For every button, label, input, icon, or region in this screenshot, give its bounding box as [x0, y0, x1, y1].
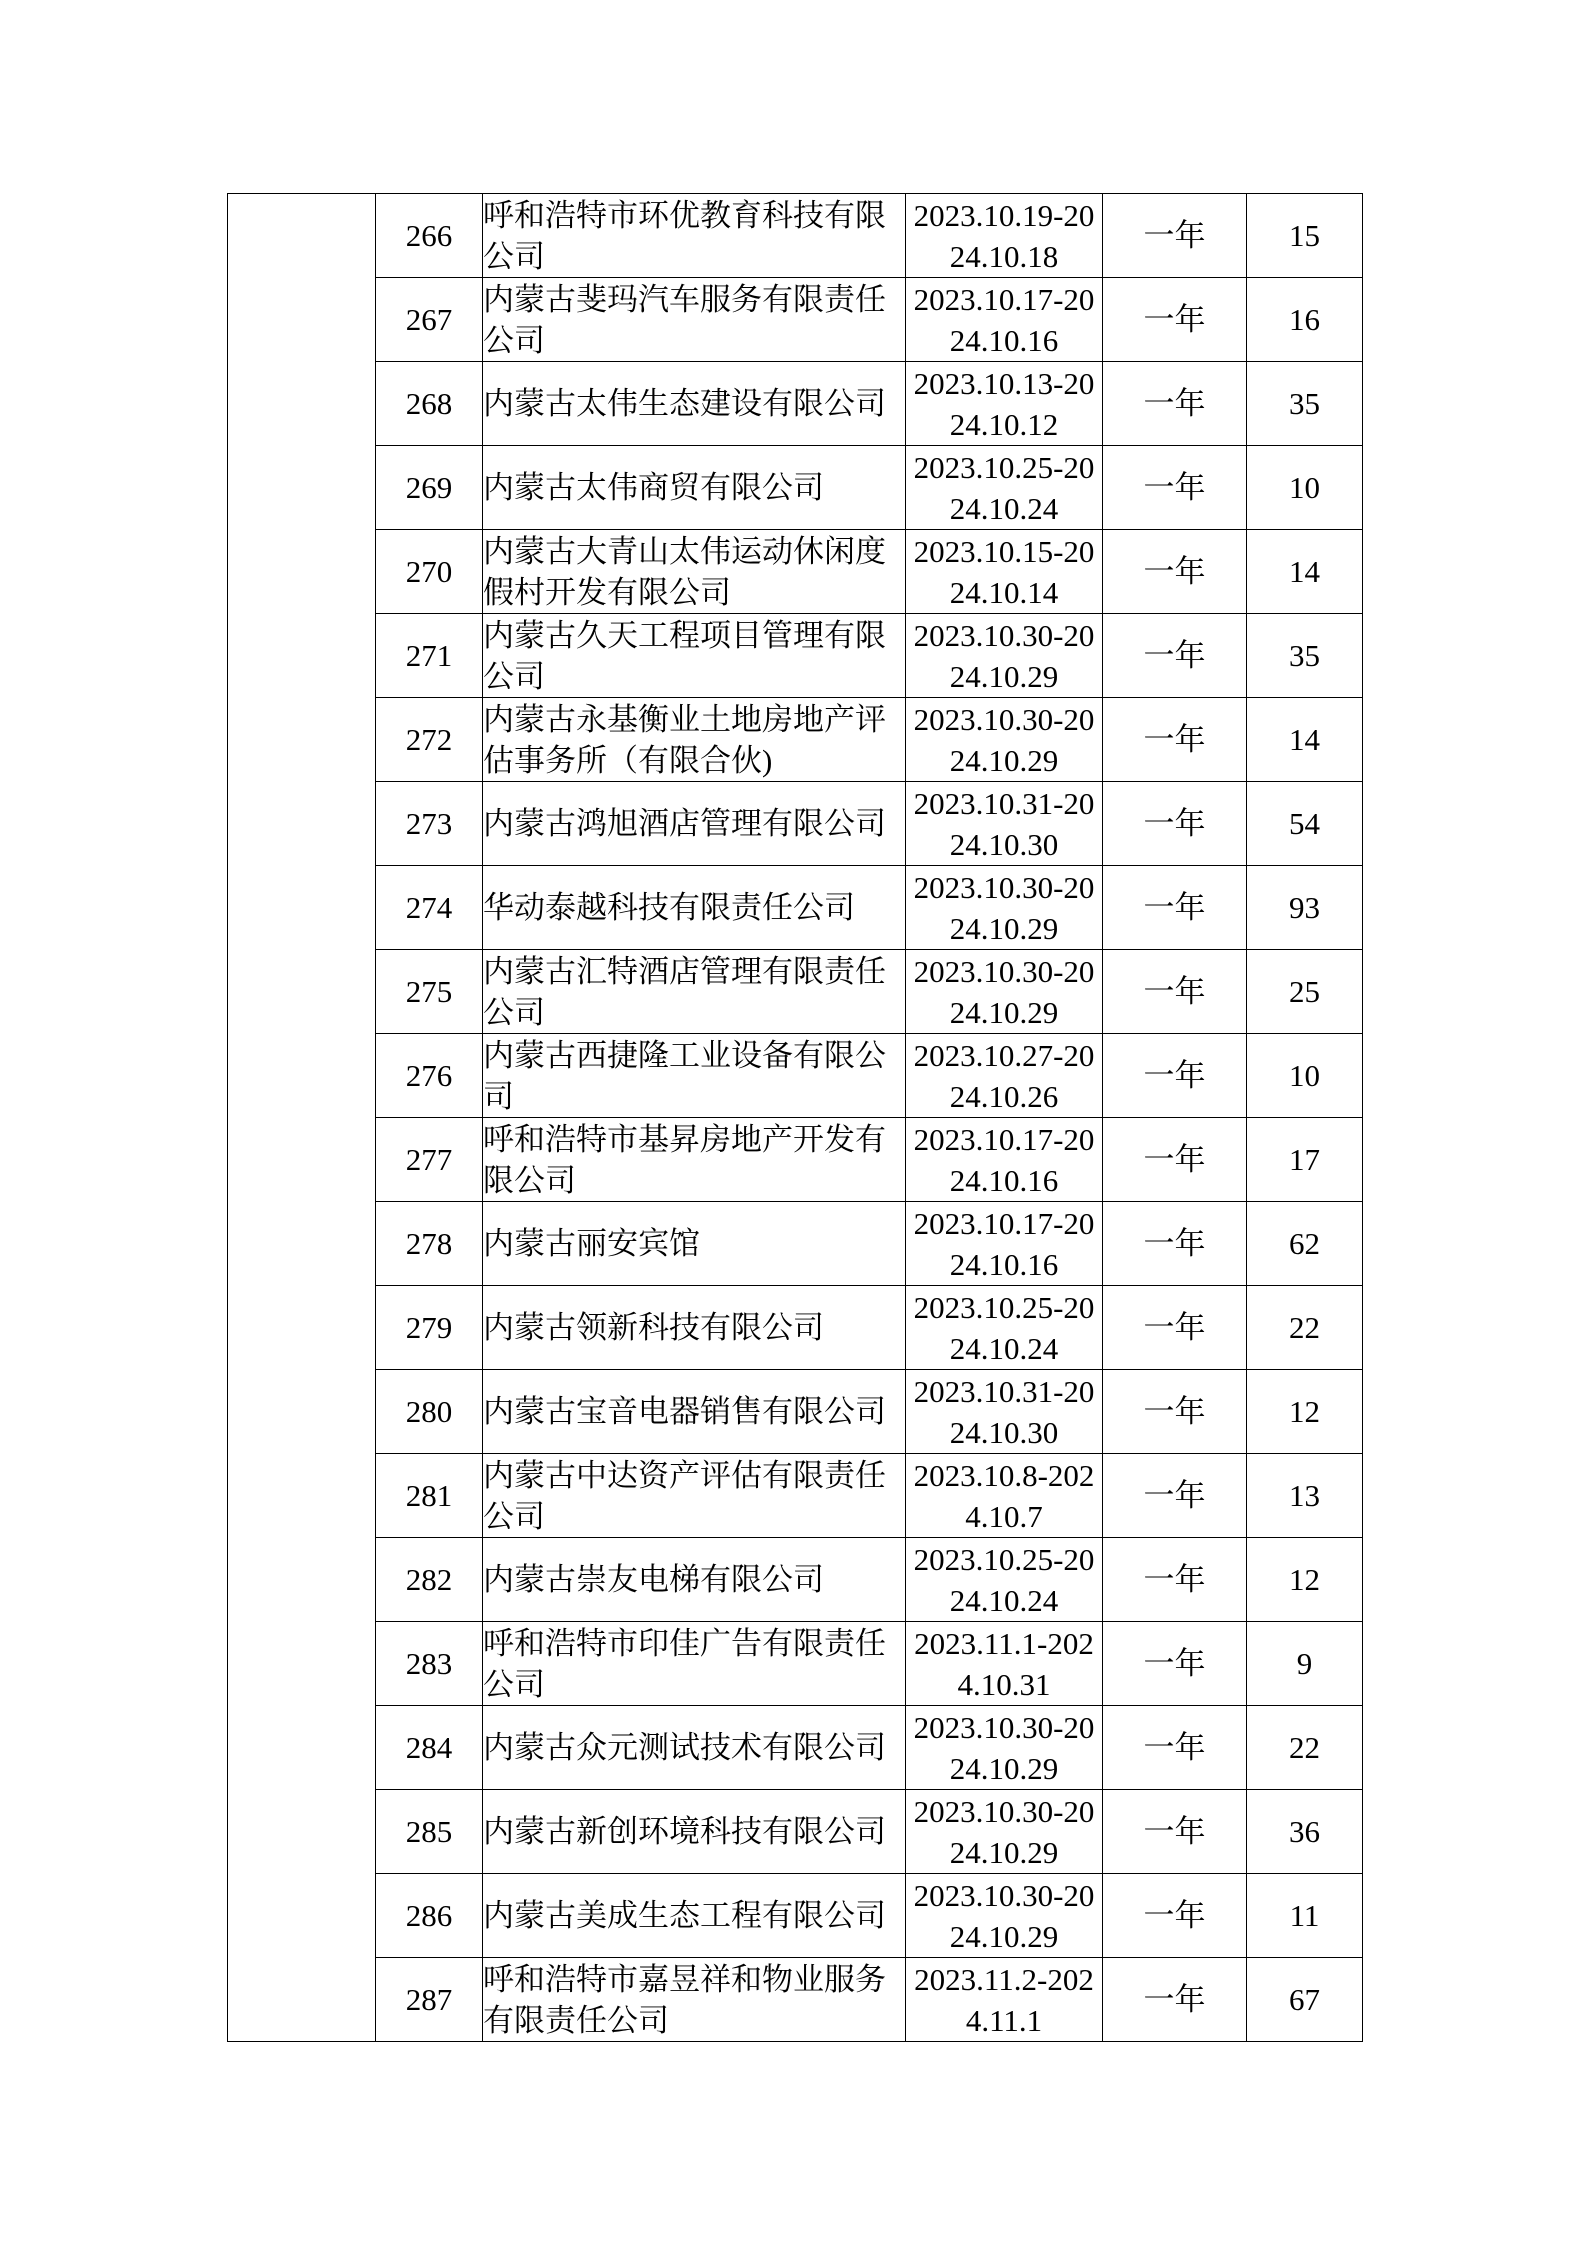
- row-term: 一年: [1103, 1790, 1247, 1874]
- row-validity-period: 2023.10.13-2024.10.12: [906, 362, 1103, 446]
- row-count: 17: [1247, 1118, 1363, 1202]
- row-term: 一年: [1103, 782, 1247, 866]
- row-term: 一年: [1103, 1202, 1247, 1286]
- row-count: 14: [1247, 530, 1363, 614]
- row-seq-number: 275: [376, 950, 483, 1034]
- row-count: 22: [1247, 1706, 1363, 1790]
- row-seq-number: 268: [376, 362, 483, 446]
- row-validity-period: 2023.10.27-2024.10.26: [906, 1034, 1103, 1118]
- row-validity-period: 2023.10.17-2024.10.16: [906, 1118, 1103, 1202]
- row-seq-number: 267: [376, 278, 483, 362]
- row-count: 14: [1247, 698, 1363, 782]
- row-count: 67: [1247, 1958, 1363, 2042]
- row-count: 25: [1247, 950, 1363, 1034]
- row-company-name: 内蒙古斐玛汽车服务有限责任公司: [483, 278, 906, 362]
- row-term: 一年: [1103, 1622, 1247, 1706]
- row-company-name: 内蒙古鸿旭酒店管理有限公司: [483, 782, 906, 866]
- row-company-name: 内蒙古领新科技有限公司: [483, 1286, 906, 1370]
- table-row: [228, 1286, 1363, 1370]
- table-row: [228, 698, 1363, 782]
- row-seq-number: 283: [376, 1622, 483, 1706]
- row-count: 11: [1247, 1874, 1363, 1958]
- row-term: 一年: [1103, 278, 1247, 362]
- row-company-name: 内蒙古汇特酒店管理有限责任公司: [483, 950, 906, 1034]
- table-row: [228, 1790, 1363, 1874]
- row-count: 35: [1247, 362, 1363, 446]
- row-count: 12: [1247, 1538, 1363, 1622]
- table-row: [228, 866, 1363, 950]
- row-validity-period: 2023.10.19-2024.10.18: [906, 194, 1103, 278]
- row-validity-period: 2023.10.15-2024.10.14: [906, 530, 1103, 614]
- row-count: 10: [1247, 1034, 1363, 1118]
- row-count: 16: [1247, 278, 1363, 362]
- table-row: [228, 1706, 1363, 1790]
- table-body: [228, 194, 1363, 2042]
- table-row: [228, 782, 1363, 866]
- table-row: [228, 1622, 1363, 1706]
- row-company-name: 内蒙古美成生态工程有限公司: [483, 1874, 906, 1958]
- row-term: 一年: [1103, 1706, 1247, 1790]
- row-company-name: 内蒙古众元测试技术有限公司: [483, 1706, 906, 1790]
- row-count: 15: [1247, 194, 1363, 278]
- row-seq-number: 279: [376, 1286, 483, 1370]
- row-company-name: 内蒙古中达资产评估有限责任公司: [483, 1454, 906, 1538]
- row-count: 10: [1247, 446, 1363, 530]
- row-term: 一年: [1103, 362, 1247, 446]
- enterprise-table: [227, 193, 1363, 2042]
- row-company-name: 内蒙古永基衡业土地房地产评估事务所（有限合伙): [483, 698, 906, 782]
- row-validity-period: 2023.10.30-2024.10.29: [906, 698, 1103, 782]
- row-validity-period: 2023.10.30-2024.10.29: [906, 1790, 1103, 1874]
- row-count: 62: [1247, 1202, 1363, 1286]
- row-seq-number: 276: [376, 1034, 483, 1118]
- row-term: 一年: [1103, 866, 1247, 950]
- row-validity-period: 2023.10.25-2024.10.24: [906, 1538, 1103, 1622]
- row-company-name: 内蒙古崇友电梯有限公司: [483, 1538, 906, 1622]
- row-seq-number: 280: [376, 1370, 483, 1454]
- row-validity-period: 2023.10.31-2024.10.30: [906, 1370, 1103, 1454]
- table-row: [228, 1118, 1363, 1202]
- row-count: 12: [1247, 1370, 1363, 1454]
- table-row: [228, 614, 1363, 698]
- row-seq-number: 271: [376, 614, 483, 698]
- row-term: 一年: [1103, 1118, 1247, 1202]
- table-row: [228, 1454, 1363, 1538]
- row-company-name: 内蒙古丽安宾馆: [483, 1202, 906, 1286]
- row-seq-number: 284: [376, 1706, 483, 1790]
- row-term: 一年: [1103, 446, 1247, 530]
- row-seq-number: 273: [376, 782, 483, 866]
- row-validity-period: 2023.10.17-2024.10.16: [906, 278, 1103, 362]
- row-seq-number: 286: [376, 1874, 483, 1958]
- table-row: [228, 1370, 1363, 1454]
- table-row: [228, 1034, 1363, 1118]
- table-row: [228, 1874, 1363, 1958]
- row-seq-number: 281: [376, 1454, 483, 1538]
- row-validity-period: 2023.11.1-2024.10.31: [906, 1622, 1103, 1706]
- row-validity-period: 2023.10.25-2024.10.24: [906, 1286, 1103, 1370]
- row-validity-period: 2023.10.8-2024.10.7: [906, 1454, 1103, 1538]
- row-count: 54: [1247, 782, 1363, 866]
- row-seq-number: 274: [376, 866, 483, 950]
- row-company-name: 内蒙古太伟商贸有限公司: [483, 446, 906, 530]
- row-seq-number: 266: [376, 194, 483, 278]
- table-row: [228, 278, 1363, 362]
- row-validity-period: 2023.10.25-2024.10.24: [906, 446, 1103, 530]
- row-validity-period: 2023.10.30-2024.10.29: [906, 614, 1103, 698]
- table-row: [228, 1958, 1363, 2042]
- row-company-name: 华动泰越科技有限责任公司: [483, 866, 906, 950]
- row-seq-number: 270: [376, 530, 483, 614]
- category-cell-blank: [228, 194, 376, 2042]
- row-seq-number: 269: [376, 446, 483, 530]
- row-term: 一年: [1103, 1454, 1247, 1538]
- row-term: 一年: [1103, 530, 1247, 614]
- table-row: [228, 950, 1363, 1034]
- row-company-name: 内蒙古太伟生态建设有限公司: [483, 362, 906, 446]
- row-company-name: 内蒙古大青山太伟运动休闲度假村开发有限公司: [483, 530, 906, 614]
- row-seq-number: 287: [376, 1958, 483, 2042]
- row-company-name: 内蒙古久天工程项目管理有限公司: [483, 614, 906, 698]
- row-term: 一年: [1103, 194, 1247, 278]
- table-row: [228, 446, 1363, 530]
- row-validity-period: 2023.10.30-2024.10.29: [906, 950, 1103, 1034]
- table-row: [228, 194, 1363, 278]
- row-company-name: 内蒙古西捷隆工业设备有限公司: [483, 1034, 906, 1118]
- row-term: 一年: [1103, 1370, 1247, 1454]
- row-validity-period: 2023.11.2-2024.11.1: [906, 1958, 1103, 2042]
- row-count: 36: [1247, 1790, 1363, 1874]
- row-count: 22: [1247, 1286, 1363, 1370]
- row-term: 一年: [1103, 698, 1247, 782]
- table-row: [228, 1202, 1363, 1286]
- row-term: 一年: [1103, 614, 1247, 698]
- row-term: 一年: [1103, 1286, 1247, 1370]
- table-row: [228, 362, 1363, 446]
- row-company-name: 呼和浩特市基昇房地产开发有限公司: [483, 1118, 906, 1202]
- row-validity-period: 2023.10.30-2024.10.29: [906, 866, 1103, 950]
- row-company-name: 内蒙古新创环境科技有限公司: [483, 1790, 906, 1874]
- row-validity-period: 2023.10.17-2024.10.16: [906, 1202, 1103, 1286]
- row-company-name: 呼和浩特市环优教育科技有限公司: [483, 194, 906, 278]
- row-seq-number: 278: [376, 1202, 483, 1286]
- row-count: 13: [1247, 1454, 1363, 1538]
- row-term: 一年: [1103, 1874, 1247, 1958]
- row-seq-number: 282: [376, 1538, 483, 1622]
- row-count: 9: [1247, 1622, 1363, 1706]
- row-term: 一年: [1103, 1958, 1247, 2042]
- row-company-name: 内蒙古宝音电器销售有限公司: [483, 1370, 906, 1454]
- row-term: 一年: [1103, 1034, 1247, 1118]
- row-seq-number: 272: [376, 698, 483, 782]
- row-seq-number: 285: [376, 1790, 483, 1874]
- row-company-name: 呼和浩特市嘉昱祥和物业服务有限责任公司: [483, 1958, 906, 2042]
- row-count: 35: [1247, 614, 1363, 698]
- row-term: 一年: [1103, 950, 1247, 1034]
- row-seq-number: 277: [376, 1118, 483, 1202]
- row-validity-period: 2023.10.30-2024.10.29: [906, 1706, 1103, 1790]
- table-row: [228, 530, 1363, 614]
- row-validity-period: 2023.10.31-2024.10.30: [906, 782, 1103, 866]
- row-validity-period: 2023.10.30-2024.10.29: [906, 1874, 1103, 1958]
- table-row: [228, 1538, 1363, 1622]
- row-company-name: 呼和浩特市印佳广告有限责任公司: [483, 1622, 906, 1706]
- row-term: 一年: [1103, 1538, 1247, 1622]
- row-count: 93: [1247, 866, 1363, 950]
